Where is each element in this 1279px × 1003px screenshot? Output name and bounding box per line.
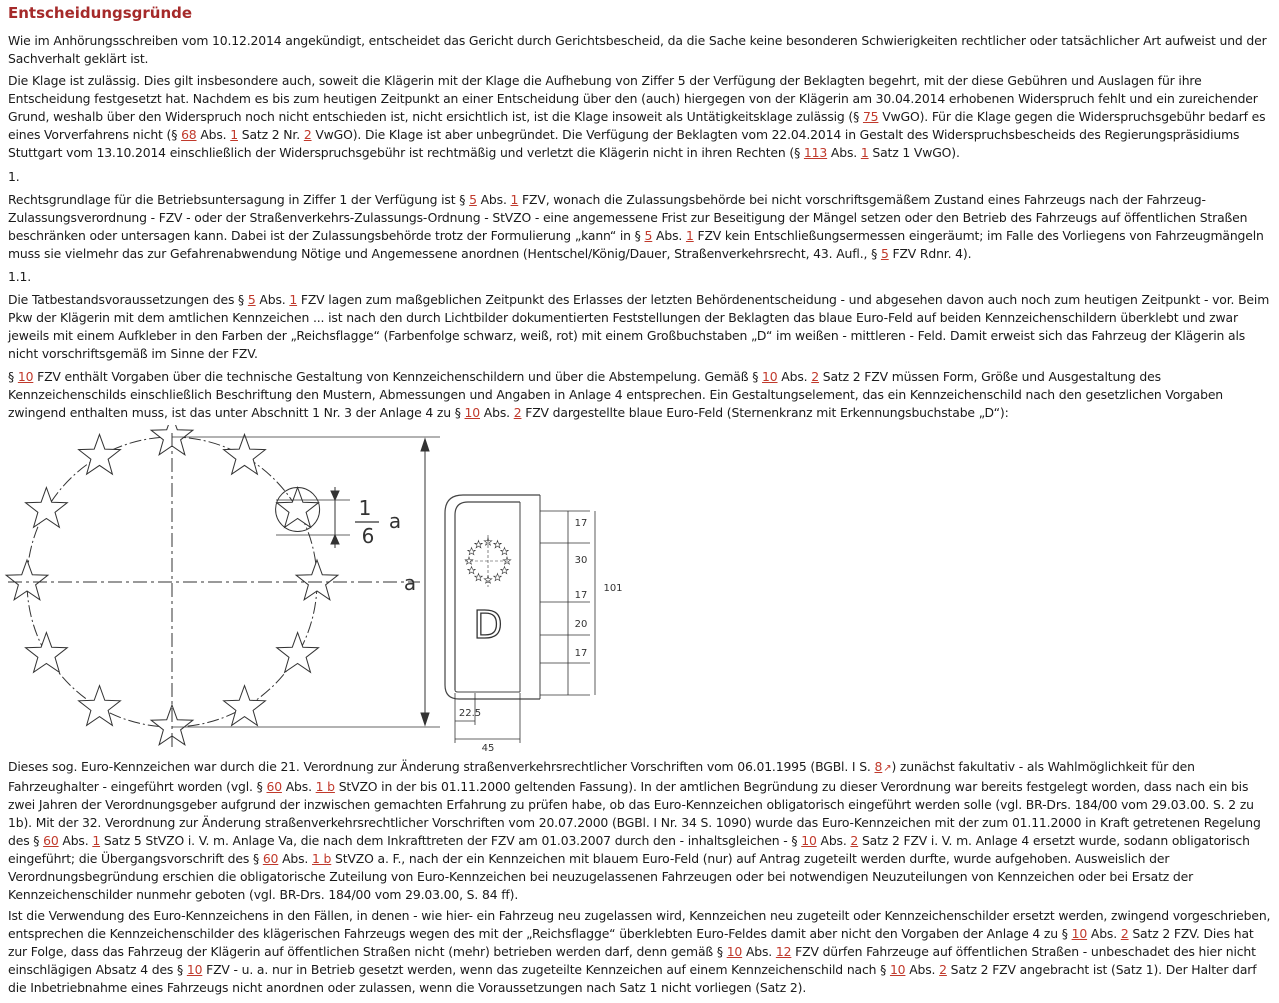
paragraph-text: FZV - u. a. nur in Betrieb gesetzt werden, wenn das zugeteilte Kennzeichen auf einem Kennzeichenschild nach § (202, 962, 890, 977)
law-reference-link[interactable]: 5 (880, 246, 889, 261)
dimension-lines (8, 433, 440, 747)
small-star-icon (468, 548, 476, 555)
star-icon (26, 488, 68, 528)
law-reference-link[interactable]: 1 (92, 833, 101, 848)
small-star-icon (501, 567, 509, 574)
paragraph-text: StVZO a. F., nach der ein Kennzeichen mit blauem Euro-Feld (nur) auf Antrag zugeteilt werden durfte, wurde aufgehoben. Ausweislich der Verordnungsbegründung erschien die obligatorische Zuteilung von Euro-Kennzeichen bei neuzugelassenen Fahrzeugen oder bei notwendigen Neuzuteilungen von Kennzeichen oder bei Ersatz der Kennzeichenschilder nunmehr geboten (vgl. BR-Drs. 184/00 vom 29.03.00, S. 84 ff). (8, 851, 1194, 902)
paragraph-text: Abs. (1087, 926, 1121, 941)
law-reference-link[interactable]: 10 (17, 369, 34, 384)
paragraph-text: Abs. (480, 405, 514, 420)
law-reference-link[interactable]: 60 (43, 833, 59, 848)
law-reference-link[interactable]: 10 (186, 962, 203, 977)
law-reference-link[interactable]: 10 (464, 405, 480, 420)
paragraph-text: VwGO). Für die Klage gegen die Widerspruchsgebühr bedarf es eines Vorverfahrens nicht (§ (8, 109, 1266, 142)
paragraph-text: Satz 5 StVZO i. V. m. Anlage Va, die nach dem Inkrafttreten der FZV am 01.03.2007 durch den - inhaltsgleichen - § (100, 833, 802, 848)
law-reference-link[interactable]: 2 (513, 405, 522, 420)
paragraph (8, 268, 1273, 286)
law-reference-link[interactable]: 5 (469, 192, 477, 207)
star-icon (277, 633, 319, 673)
law-reference-link[interactable]: 8 (874, 759, 883, 774)
law-reference-link[interactable]: 2 (939, 962, 947, 977)
external-link-icon[interactable]: ↗ (883, 763, 892, 774)
paragraph-text: Abs. (827, 145, 861, 160)
fraction-numerator: 1 (358, 496, 372, 520)
law-reference-link[interactable]: 1 (289, 292, 298, 307)
law-reference-link[interactable]: 10 (1071, 926, 1088, 941)
dim-17-bottom: 17 (574, 648, 588, 659)
paragraph (8, 758, 1273, 904)
law-reference-link[interactable]: 2 (303, 127, 312, 142)
paragraph-text: Dieses sog. Euro-Kennzeichen war durch die 21. Verordnung zur Änderung straßenverkehrsrechtlicher Vorschriften vom 06.01.1995 (BGBl. I S. (8, 759, 875, 774)
star-icon (79, 434, 121, 474)
paragraph-text: Satz 1 VwGO). (868, 145, 960, 160)
paragraph-text: Satz 2 FZV i. V. m. Anlage 4 ersetzt wurde, sodann obligatorisch eingeführt; die Übergangsvorschrift des § (8, 833, 1250, 866)
paragraph-text: FZV Rdnr. 4). (888, 246, 972, 261)
law-reference-link[interactable]: 1 (685, 228, 694, 243)
paragraph-text: StVZO in der bis 01.11.2000 geltenden Fassung). In der amtlichen Begründung zu dieser Verordnung war bereits festgelegt worden, dass nach ein bis zwei Jahren der Verordnungsgeber aufgrund der inzwischen gemachten Erfahrung zu prüfen habe, ob das Euro-Kennzeichen obligatorisch eingeführt werden solle (vgl. BR-Drs. 184/00 vom 29.03.00. S. 2 zu 1b). Mit der 32. Verordnung zur Änderung straßenverkehrsrechtlicher Vorschriften vom 20.07.2000 (BGBl. I Nr. 34 S. 1090) wurde das Euro-Kennzeichen mit der zum 01.11.2000 in Kraft getretenen Regelung des § (8, 779, 1261, 848)
paragraph (8, 291, 1273, 363)
paragraph-text: ) zunächst fakultativ - als Wahlmöglichkeit für den Fahrzeughalter - eingeführt worden (vgl. § (8, 759, 1195, 794)
law-reference-link[interactable]: 1 b (312, 851, 332, 866)
paragraph-text: § (8, 369, 18, 384)
paragraph-text: FZV lagen zum maßgeblichen Zeitpunkt des Erlasses der letzten Behördenentscheidung - und abgesehen davon auch noch zum heutigen Zeitpunkt - vor. Beim Pkw der Klägerin mit dem amtlichen Kennzeichen ... ist nach den durch Lichtbilder dokumentierten Feststellungen der Beklagten das blaue Euro-Feld auf beiden Kennzeichenschildern überklebt und zwar jeweils mit einem Aufkleber in den Farben der „Reichsflagge“ (Farbenfolge schwarz, weiß, rot) mit einem Großbuchstaben „D“ im weißen - mittleren - Feld. Damit erweist sich das Fahrzeug der Klägerin als nicht vorschriftsgemäß im Sinne der FZV. (8, 292, 1270, 361)
small-star-icon (494, 574, 502, 581)
dim-total-height: 101 (603, 583, 623, 594)
paragraph-text: Rechtsgrundlage für die Betriebsuntersagung in Ziffer 1 der Verfügung ist § (8, 192, 470, 207)
law-reference-link[interactable]: 113 (803, 145, 828, 160)
star-icon (224, 686, 266, 726)
law-reference-link[interactable]: 12 (775, 944, 792, 959)
star-icon (224, 434, 266, 474)
paragraph-text: Abs. (278, 851, 312, 866)
paragraph-text: 1.1. (8, 269, 32, 284)
paragraph-text: Abs. (58, 833, 93, 848)
paragraph-text: Ist die Verwendung des Euro-Kennzeichens in den Fällen, in denen - wie hier- ein Fahrzeug neu zugelassen wird, Kennzeichen neu zugeteilt oder Kennzeichenschilder ersetzt werden, zwingend vorgeschrieben, entsprechen die Kennzeichenschilder des klägerischen Fahrzeugs wegen des mit der „Reichsflagge“ überklebten Euro-Feldes damit aber nicht den Vorgaben der Anlage 4 zu § (8, 908, 1271, 941)
paragraph-text: Die Tatbestandsvoraussetzungen des § (8, 292, 248, 307)
paragraph-text: Abs. (281, 779, 316, 794)
paragraph-text: Abs. (255, 292, 290, 307)
law-reference-link[interactable]: 10 (889, 962, 906, 977)
paragraph-text: FZV dargestellte blaue Euro-Feld (Sternenkranz mit Erkennungsbuchstabe „D“): (521, 405, 1009, 420)
law-reference-link[interactable]: 10 (762, 369, 778, 384)
plate-letter: D (473, 603, 503, 647)
law-reference-link[interactable]: 60 (262, 851, 279, 866)
paragraph-text: Satz 2 FZV müssen Form, Größe und Ausgestaltung des Kennzeichenschilds einschließlich Beschriftung den Mustern, Abmessungen und Angaben in Anlage 4 entsprechen. Ein Gestaltungselement, das ein Kennzeichenschild nach den gesetzlichen Vorgaben zwingend enthalten muss, ist das unter Abschnitt 1 Nr. 3 der Anlage 4 zu § (8, 369, 1223, 420)
paragraph (8, 168, 1273, 186)
law-reference-link[interactable]: 1 (230, 127, 238, 142)
paragraph-text: FZV enthält Vorgaben über die technische Gestaltung von Kennzeichenschildern und über die Abstempelung. Gemäß § (33, 369, 763, 384)
paragraph-text: Die Klage ist zulässig. Dies gilt insbesondere auch, soweit die Klägerin mit der Klage die Aufhebung von Ziffer 5 der Verfügung der Beklagten begehrt, mit der diese Gebühren und Auslagen für ihre Entscheidung festgesetzt hat. Nachdem es bis zum heutigen Zeitpunkt an einer Entscheidung über den (auch) hiergegen von der Klägerin am 30.04.2014 erhobenen Widerspruch fehlt und ein zureichender Grund, weshalb über den Widerspruch noch nicht entschieden ist, nicht ersichtlich ist, ist die Klage insoweit als Untätigkeitsklage zulässig (§ (8, 73, 1258, 124)
paragraph-text: VwGO). Die Klage ist aber unbegründet. Die Verfügung der Beklagten vom 22.04.2014 in Gestalt des Widerspruchsbescheids des Regierungspräsidiums Stuttgart vom 13.10.2014 einschließlich der Widerspruchsgebühr ist rechtmäßig und verletzt die Klägerin nicht in ihren Rechten (§ (8, 127, 1240, 160)
paragraph-text: FZV, wonach die Zulassungsbehörde bei nicht vorschriftsgemäßem Zustand eines Fahrzeugs nach der Fahrzeug-Zulassungsverordnung - FZV - oder der Straßenverkehrs-Zulassungs-Ordnung - StVZO - eine angemessene Frist zur Beseitigung der Mängel setzen oder den Betrieb des Fahrzeugs auf öffentlichen Straßen beschränken oder untersagen kann. Dabei ist der Zulassungsbehörde trotz der Formulierung „kann“ in § (8, 192, 1248, 243)
star-icon (26, 633, 68, 673)
small-star-icon (503, 557, 511, 564)
law-reference-link[interactable]: 1 b (315, 779, 335, 794)
paragraph (8, 368, 1273, 422)
small-star-icon (494, 541, 502, 548)
paragraph-text: Satz 2 FZV. Dies hat zur Folge, dass das Fahrzeug der Klägerin auf öffentlichen Straßen nicht (mehr) betrieben werden darf, denn gemäß § (8, 926, 1254, 959)
small-star-icon (475, 574, 483, 581)
law-reference-link[interactable]: 10 (726, 944, 743, 959)
law-reference-link[interactable]: 68 (181, 127, 197, 142)
paragraph-text: Wie im Anhörungsschreiben vom 10.12.2014 angekündigt, entscheidet das Gericht durch Gerichtsbescheid, da die Sache keine besonderen Schwierigkeiten rechtlicher oder tatsächlicher Art aufweist und der Sachverhalt geklärt ist. (8, 33, 1267, 66)
paragraph (8, 72, 1273, 162)
dim-17-top: 17 (574, 518, 588, 529)
paragraph-text: Abs. (742, 944, 776, 959)
paragraph-text: Abs. (196, 127, 231, 142)
law-reference-link[interactable]: 5 (644, 228, 653, 243)
law-reference-link[interactable]: 2 (850, 833, 859, 848)
dim-bottom-outer: 45 (481, 743, 495, 754)
paragraph-text: FZV kein Entschließungsermessen eingeräumt; im Falle des Vorliegens von Fahrzeugmängeln muss sie vielmehr das zur Gefahrenabwendung Nötige und Angemessene anordnen (Hentschel/König/Dauer, Straßenverkehrsrecht, 43. Aufl., § (8, 228, 1264, 261)
law-reference-link[interactable]: 60 (266, 779, 282, 794)
fraction-variable: a (388, 509, 402, 533)
paragraph-text: FZV dürfen Fahrzeuge auf öffentlichen Straßen - unbeschadet des hier nicht einschlägigen Absatz 4 des § (8, 944, 1256, 977)
law-reference-link[interactable]: 2 (1120, 926, 1129, 941)
small-star-icon (475, 541, 483, 548)
paragraph (8, 191, 1273, 263)
euro-field-diagram (0, 425, 640, 755)
star-icon (79, 686, 121, 726)
dim-bottom-inner: 22.5 (458, 708, 482, 719)
paragraph (8, 32, 1273, 68)
paragraph-text: Abs. (652, 228, 686, 243)
dim-17-middle: 17 (574, 590, 588, 601)
small-star-icon (468, 567, 476, 574)
paragraph-text: Abs. (476, 192, 511, 207)
paragraph-text: 1. (8, 169, 20, 184)
fraction-denominator: 6 (361, 524, 375, 548)
law-reference-link[interactable]: 1 (860, 145, 869, 160)
law-reference-link[interactable]: 2 (811, 369, 819, 384)
paragraph-text: Satz 2 Nr. (237, 127, 304, 142)
section-heading: Entscheidungsgründe (8, 4, 193, 22)
small-star-icon (465, 557, 473, 564)
law-reference-link[interactable]: 1 (510, 192, 519, 207)
dim-20: 20 (574, 619, 588, 630)
small-star-icon (501, 548, 509, 555)
law-reference-link[interactable]: 10 (801, 833, 817, 848)
paragraph-text: Satz 2 FZV angebracht ist (Satz 1). Der Halter darf die Inbetriebnahme eines Fahrzeugs nicht anordnen oder zulassen, wenn die Voraussetzungen nach Satz 1 nicht vorliegen (Satz 2). (8, 962, 1257, 995)
paragraph-text: Abs. (777, 369, 812, 384)
diameter-label: a (403, 571, 417, 595)
dim-30: 30 (574, 555, 588, 566)
plate-outline (445, 495, 540, 699)
paragraph-text: Abs. (816, 833, 851, 848)
law-reference-link[interactable]: 5 (247, 292, 256, 307)
paragraph (8, 907, 1273, 997)
paragraph-text: Abs. (905, 962, 940, 977)
law-reference-link[interactable]: 75 (862, 109, 879, 124)
